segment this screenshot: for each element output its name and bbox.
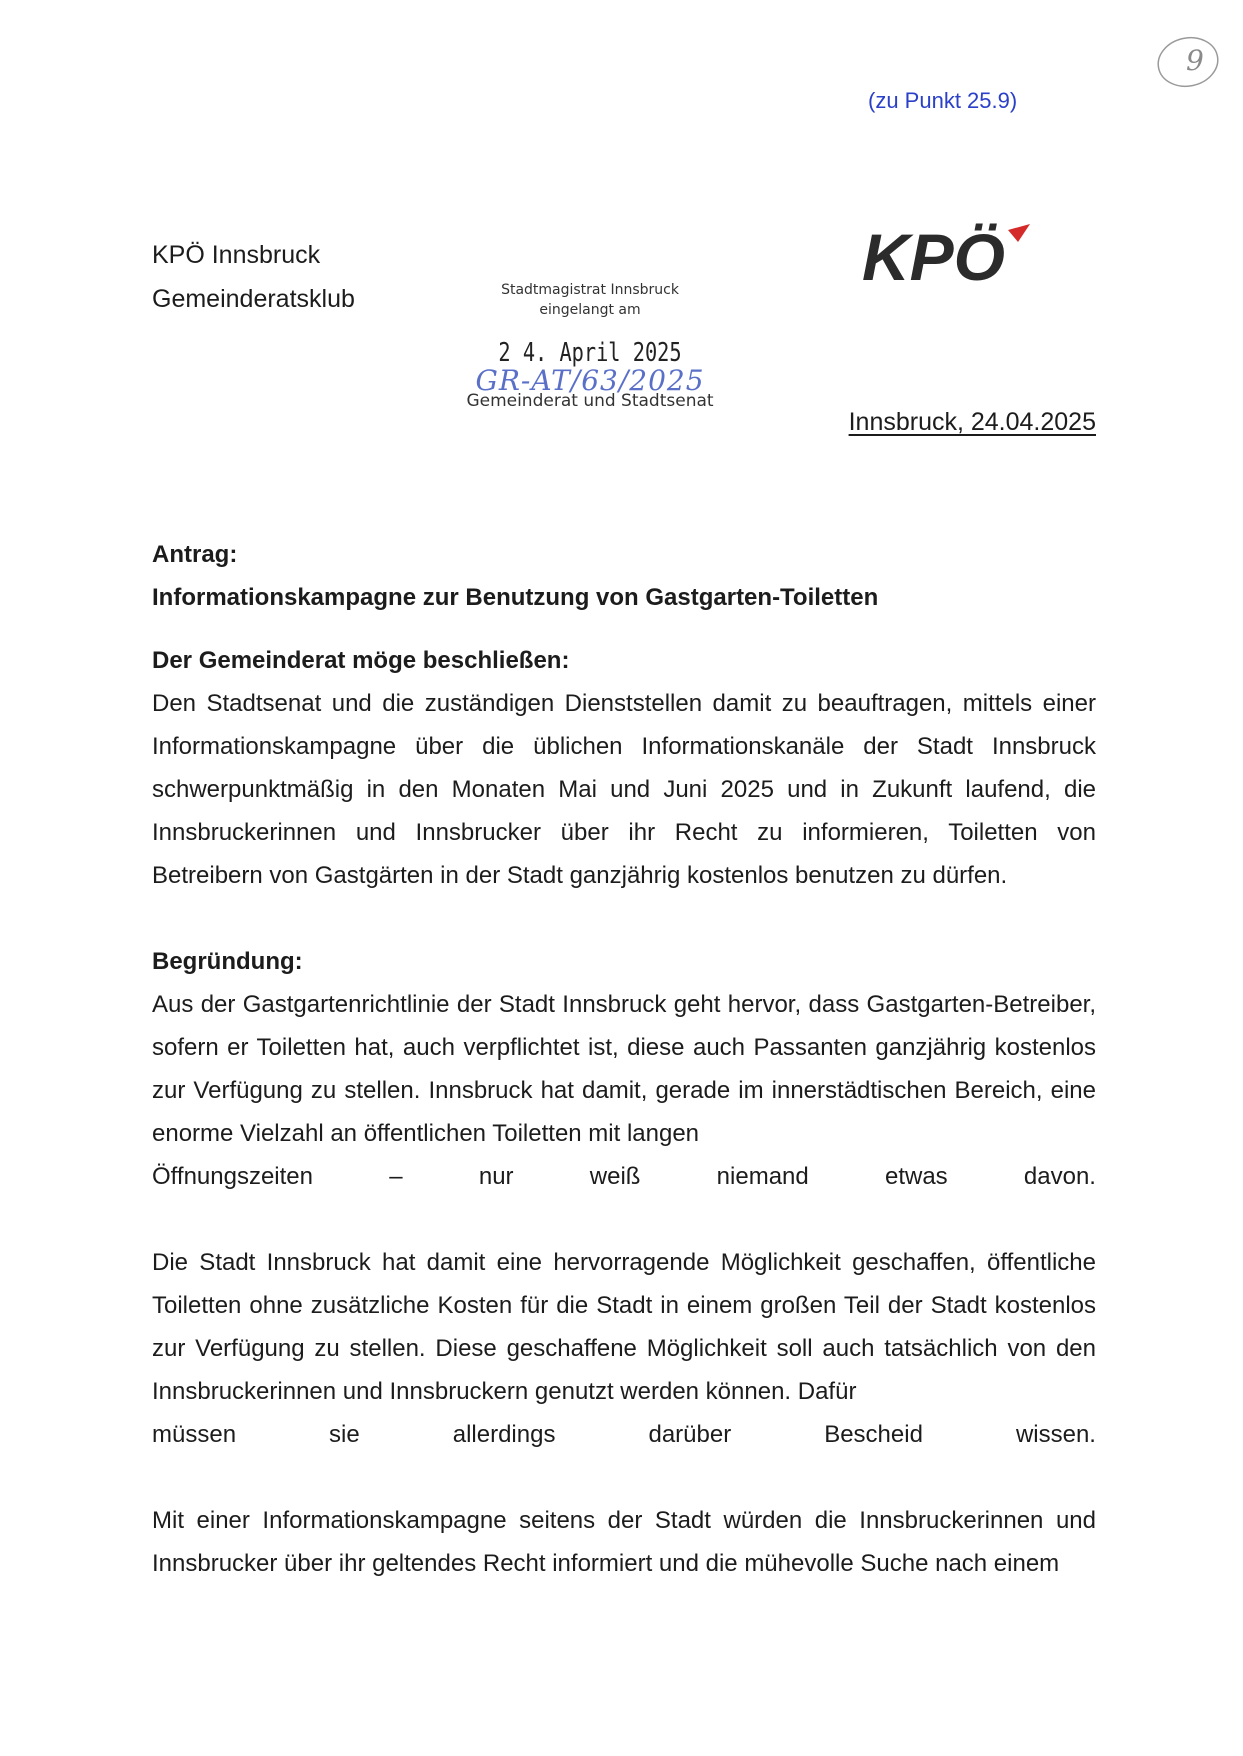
antrag-title: Informationskampagne zur Benutzung von Gastgarten-Toiletten [152, 584, 879, 611]
receipt-stamp [440, 280, 740, 411]
reference-note: (zu Punkt 25.9) [868, 88, 1018, 113]
sender-club: Gemeinderatsklub [152, 285, 355, 313]
place-date: Innsbruck, 24.04.2025 [848, 408, 1096, 436]
logo-text: KPÖ [862, 222, 1006, 292]
word: Öffnungszeiten [152, 1163, 314, 1190]
stamp-reference: GR-AT/63/2025 [475, 364, 705, 397]
document-body [152, 533, 1096, 1585]
resolution-text: Den Stadtsenat und die zuständigen Dienststellen damit zu beauftragen, mittels einer Informationskampagne über die üblichen Informationskanäle der Stadt Innsbruck schwerpunktmäßig in den Monaten Mai und Juni 2025 und in Zukunft laufend, die Innsbruckerinnen und Innsbrucker über ihr Recht zu informieren, Toiletten von Betreibern von Gastgärten in der Stadt ganzjährig kostenlos benutzen zu dürfen. [152, 690, 1096, 889]
word: etwas [884, 1163, 948, 1190]
justification-paragraph-1-last-line [152, 1155, 1096, 1198]
justification-paragraph-1: Aus der Gastgartenrichtlinie der Stadt Innsbruck geht hervor, dass Gastgarten-Betreiber, sofern er Toiletten hat, auch verpflichtet ist, diese auch Passanten ganzjährig kostenlos zur Verfügung zu stellen. Innsbruck hat damit, gerade im innerstädtischen Bereich, eine enorme Vielzahl an öffentlichen Toiletten mit langen [152, 991, 1096, 1147]
word: – [389, 1163, 403, 1190]
logo-accent [1008, 224, 1030, 242]
stamp-office: Stadtmagistrat Innsbruck [501, 282, 679, 298]
resolution-heading: Der Gemeinderat möge beschließen: [152, 647, 570, 674]
antrag-label: Antrag: [152, 541, 238, 568]
sender-block [152, 233, 355, 321]
stamp-date: 2 4. April 2025 [498, 338, 682, 368]
word: allerdings [452, 1421, 556, 1448]
stamp-received: eingelangt am [539, 302, 641, 318]
justification-heading: Begründung: [152, 948, 303, 975]
word: weiß [589, 1163, 641, 1190]
word: sie [329, 1421, 360, 1448]
stamp-body: Gemeinderat und Stadtsenat [466, 391, 714, 411]
word: darüber [648, 1421, 732, 1448]
sender-org: KPÖ Innsbruck [152, 241, 321, 269]
page-number: 9 [1186, 44, 1204, 77]
justification-paragraph-3: Mit einer Informationskampagne seitens der Stadt würden die Innsbruckerinnen und Innsbrucker über ihr geltendes Recht informiert und die mühevolle Suche nach einem [152, 1507, 1096, 1577]
word: Bescheid [824, 1421, 923, 1448]
justification-paragraph-2: Die Stadt Innsbruck hat damit eine hervorragende Möglichkeit geschaffen, öffentliche Toiletten ohne zusätzliche Kosten für die Stadt in einem großen Teil der Stadt kostenlos zur Verfügung zu stellen. Diese geschaffene Möglichkeit soll auch tatsächlich von den Innsbruckerinnen und Innsbruckern genutzt werden können. Dafür [152, 1249, 1096, 1405]
justification-paragraph-2-last-line [152, 1413, 1096, 1456]
word: wissen. [1015, 1421, 1096, 1448]
kpo-logo [858, 222, 1058, 292]
word: müssen [152, 1421, 237, 1448]
word: niemand [716, 1163, 809, 1190]
page-number-mark [1150, 30, 1222, 94]
handwritten-circle [1150, 30, 1222, 94]
word: davon. [1023, 1163, 1096, 1190]
word: nur [478, 1163, 514, 1190]
